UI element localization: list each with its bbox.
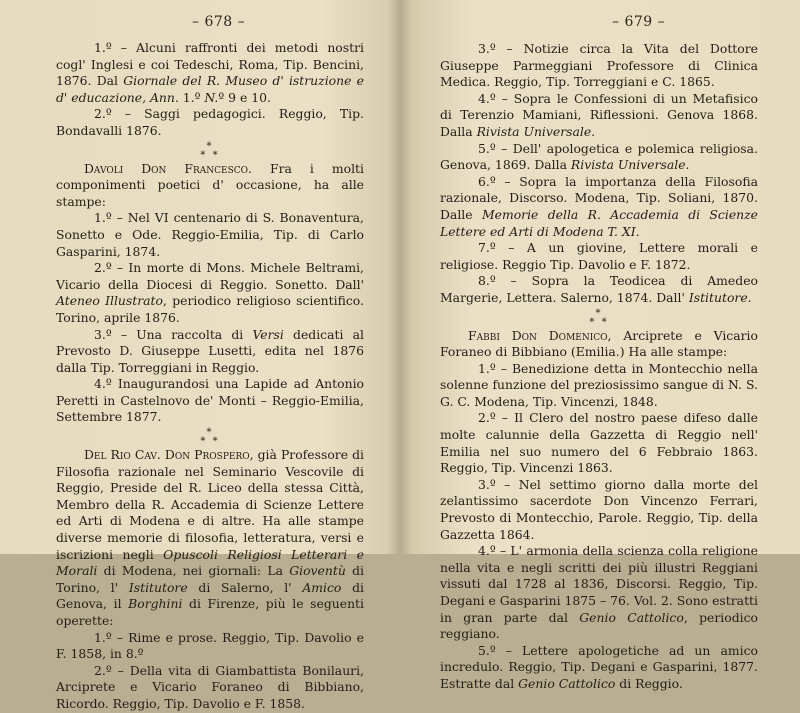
bibliography-item: 4.º – Sopra le Confessioni di un Metafisico di Terenzio Mamiani, Riflessioni. Genova 1868. Dalla Rivista Universale.	[440, 90, 758, 139]
section-separator: * * *	[589, 307, 609, 328]
bibliography-item: 5.º – Lettere apologetiche ad un amico incredulo. Reggio, Tip. Degani e Gasparini, 1877. Estratte dal Genio Cattolico di Reggio.	[440, 642, 758, 691]
bibliography-item: 2.º – Il Clero del nostro paese difeso dalle molte calunnie della Gazzetta di Reggio nell' Emilia nel suo numero del 6 Febbraio 1863. Reggio, Tip. Vincenzi 1863.	[440, 410, 758, 476]
bibliography-item: 6.º – Sopra la importanza della Filosofia razionale, Discorso. Modena, Tip. Soliani, 1870. Dalle Memorie della R. Accademia di Scienze Lettere ed Arti di Modena T. XI.	[440, 173, 758, 239]
left-page-text	[56, 40, 364, 713]
right-page-text	[440, 41, 758, 693]
bibliography-item: 1.º – Benedizione detta in Montecchio nella solenne funzione del preziosissimo sangue di N. S. G. C. Modena, Tip. Vincenzi, 1848.	[440, 360, 758, 409]
bibliography-item: 7.º – A un giovine, Lettere morali e religiose. Reggio Tip. Davolio e F. 1872.	[440, 240, 758, 272]
bibliography-item: 2.º – Saggi pedagogici. Reggio, Tip. Bondavalli 1876.	[56, 106, 364, 138]
bibliography-item: 2.º – In morte di Mons. Michele Beltrami, Vicario della Diocesi di Reggio. Sonetto. Dall' Ateneo Illustrato, periodico religioso scientifico. Torino, aprile 1876.	[56, 260, 364, 325]
bibliography-item: 1.º – Rime e prose. Reggio, Tip. Davolio e F. 1858, in 8.º	[56, 629, 364, 662]
bibliography-item: 4.º – L' armonia della scienza colla religione nella vita e negli scritti dei più illustri Reggiani vissuti dal 1728 al 1836, Discorsi. Reggio, Tip. Degani e Gasparini 1875 – 76. Vol. 2. Sono estratti in gran parte dal Genio Cattolico, periodico reggiano.	[440, 543, 758, 642]
entry-heading: Davoli Don Francesco. Fra i molti componimenti poetici d' occasione, ha alle stampe:	[56, 160, 364, 209]
bibliography-item: 1.º – Nel VI centenario di S. Bonaventura, Sonetto e Ode. Reggio-Emilia, Tip. di Carlo Gasparini, 1874.	[56, 210, 364, 259]
bibliography-item: 3.º – Notizie circa la Vita del Dottore Giuseppe Parmeggiani Professore di Clinica Medica. Reggio, Tip. Torreggiani e C. 1865.	[440, 41, 758, 90]
bibliography-item: 8.º – Sopra la Teodicea di Amedeo Margerie, Lettera. Salerno, 1874. Dall' Istitutore.	[440, 273, 758, 305]
section-separator: * * *	[200, 427, 220, 448]
bibliography-item: 3.º – Nel settimo giorno dalla morte del zelantissimo sacerdote Don Vincenzo Ferrari, Prevosto di Montecchio, Parole. Reggio, Tip. della Gazzetta 1864.	[440, 476, 758, 542]
bibliography-item: 1.º – Alcuni raffronti dei metodi nostri cogl' Inglesi e coi Tedeschi, Roma, Tip. Bencini, 1876. Dal Giornale del R. Museo d' istruzione e d' educazione, Ann. 1.º N.º 9 e 10.	[56, 40, 364, 105]
bibliography-item: 4.º Inaugurandosi una Lapide ad Antonio Peretti in Castelnovo de' Monti – Reggio-Emilia, Settembre 1877.	[56, 376, 364, 425]
section-separator: * * *	[200, 140, 220, 161]
bibliography-item: 5.º – Dell' apologetica e polemica religiosa. Genova, 1869. Dalla Rivista Universale.	[440, 140, 758, 173]
entry-heading: Del Rio Cav. Don Prospero, già Professore di Filosofia razionale nel Seminario Vescovile di Reggio, Preside del R. Liceo della stessa Città, Membro della R. Accademia di Scienze Lettere ed Arti di Modena e di altre. Ha alle stampe diverse memorie di filosofia, letteratura, versi e iscrizioni negli Opuscoli Religiosi Letterari e Morali di Modena, nei giornali: La Gioventù di Torino, l' Istitutore di Salerno, l' Amico di Genova, il Borghini di Firenze, più le seguenti operette:	[56, 447, 364, 628]
page-number-left: – 678 –	[192, 14, 246, 30]
entry-heading: Fabbi Don Domenico, Arciprete e Vicario Foraneo di Bibbiano (Emilia.) Ha alle stampe:	[440, 327, 758, 360]
bibliography-item: 2.º – Della vita di Giambattista Bonilauri, Arciprete e Vicario Foraneo di Bibbiano, Ricordo. Reggio, Tip. Davolio e F. 1858.	[56, 662, 364, 711]
page-number-right: – 679 –	[612, 14, 666, 30]
bibliography-item: 3.º – Una raccolta di Versi dedicati al Prevosto D. Giuseppe Lusetti, edita nel 1876 dalla Tip. Torreggiani in Reggio.	[56, 326, 364, 375]
